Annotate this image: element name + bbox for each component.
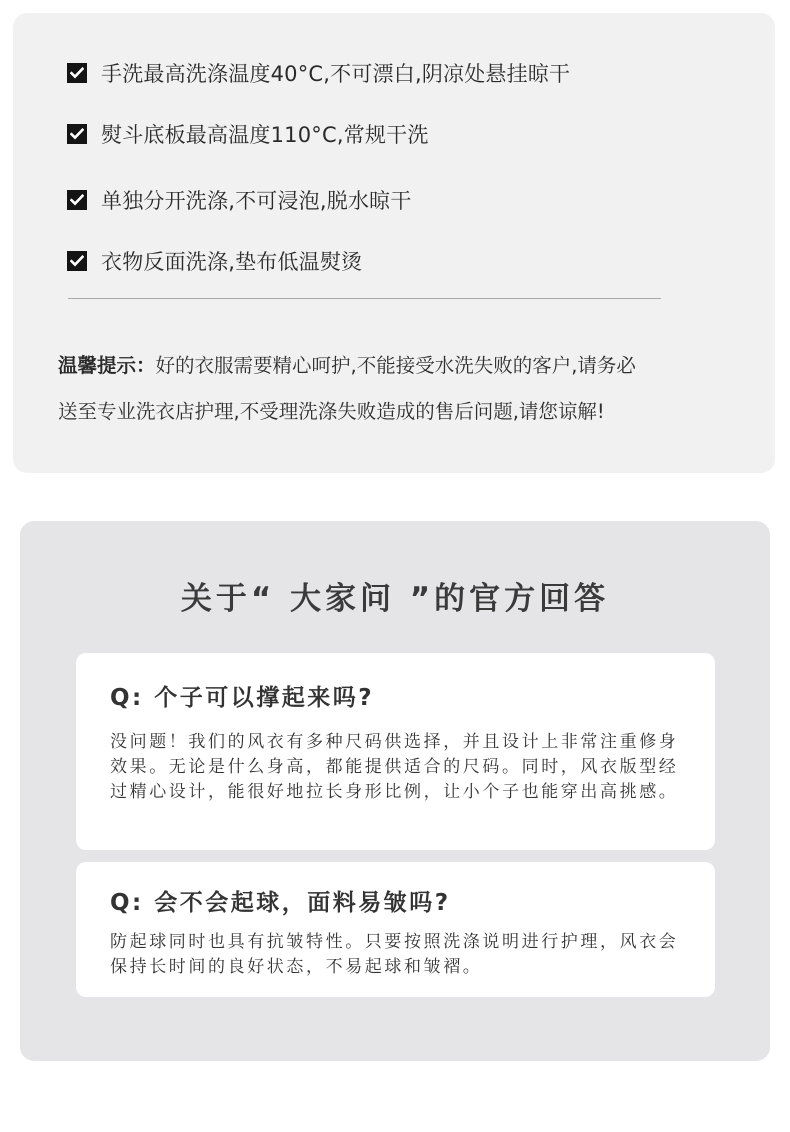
checkbox-checked-icon (67, 63, 87, 83)
care-item-text: 手洗最高洗涤温度40°C,不可漂白,阴凉处悬挂晾干 (101, 62, 571, 86)
care-tip-label: 温馨提示： (58, 354, 156, 377)
checkbox-checked-icon (67, 190, 87, 210)
care-item-ironing (67, 119, 429, 149)
faq-answer: 没问题！我们的风衣有多种尺码供选择，并且设计上非常注重修身效果。无论是什么身高，都能提供适合的尺码。同时，风衣版型经过精心设计，能很好地拉长身形比例，让小个子也能穿出高挑感。 (110, 732, 679, 802)
faq-card (20, 521, 770, 1061)
faq-title: 关于“ 大家问 ”的官方回答 (180, 581, 610, 617)
care-item-text: 熨斗底板最高温度110°C,常规干洗 (101, 123, 429, 147)
faq-question: Q: 个子可以撑起来吗? (110, 685, 375, 711)
checkbox-checked-icon (67, 124, 87, 144)
faq-answer: 防起球同时也具有抗皱特性。只要按照洗涤说明进行护理，风衣会保持长时间的良好状态，不易起球和皱褶。 (110, 932, 679, 977)
divider (68, 298, 661, 299)
faq-item-pilling (76, 862, 715, 997)
care-instructions-card (13, 13, 775, 473)
care-tip-line-1 (58, 343, 758, 389)
faq-item-height (76, 653, 715, 850)
care-item-reverse-wash (67, 246, 362, 276)
care-tip-text: 好的衣服需要精心呵护,不能接受水洗失败的客户,请务必 (155, 354, 636, 377)
care-item-separate-wash (67, 185, 412, 215)
care-tip-line-2: 送至专业洗衣店护理,不受理洗涤失败造成的售后问题,请您谅解! (58, 400, 605, 423)
checkbox-checked-icon (67, 251, 87, 271)
care-item-wash-temperature (67, 58, 570, 88)
faq-question: Q: 会不会起球，面料易皱吗? (110, 890, 451, 916)
care-tip (58, 343, 758, 435)
care-item-text: 单独分开洗涤,不可浸泡,脱水晾干 (101, 189, 412, 213)
care-item-text: 衣物反面洗涤,垫布低温熨烫 (101, 250, 363, 274)
